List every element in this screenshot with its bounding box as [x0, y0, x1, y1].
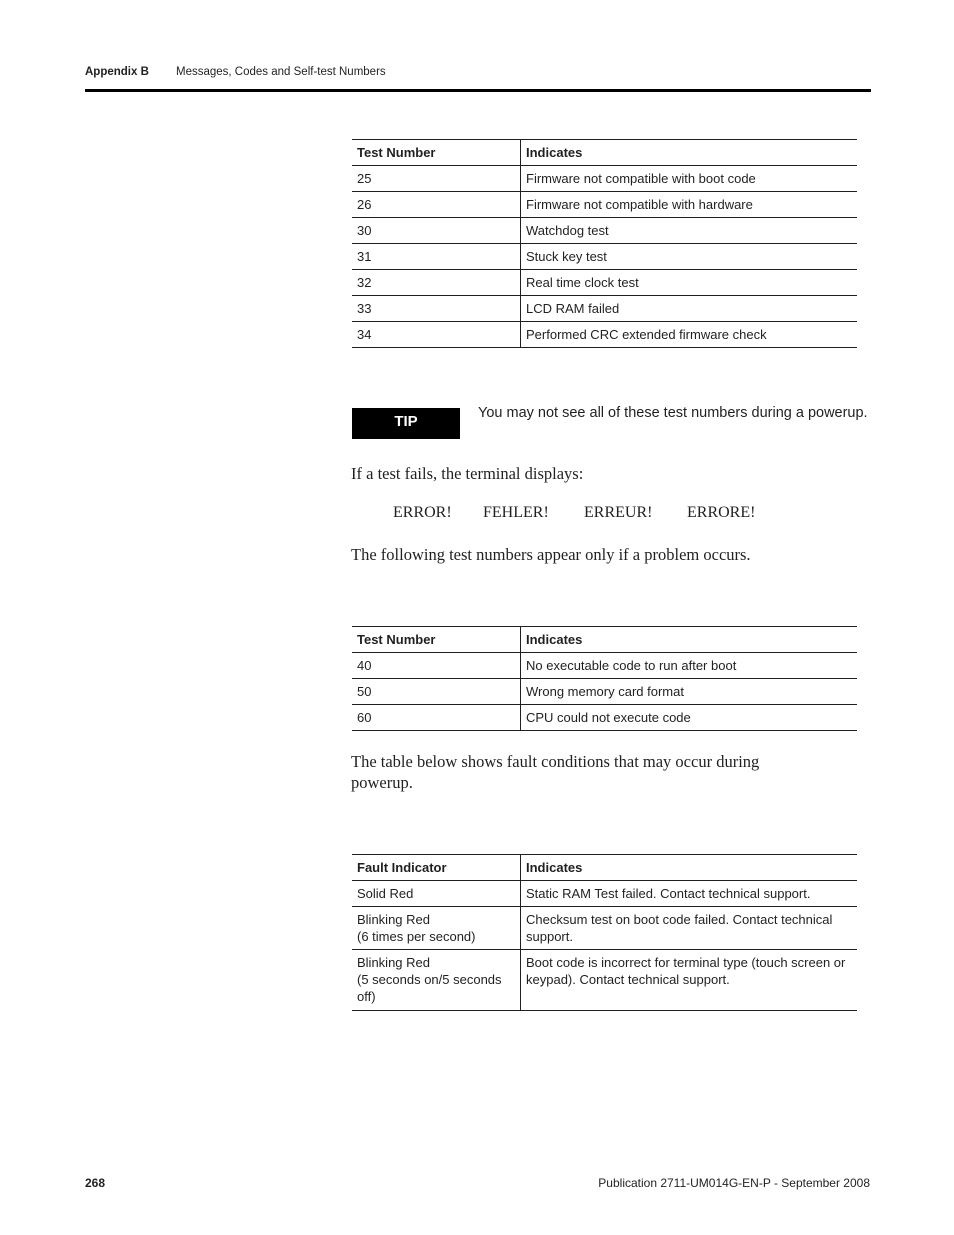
table-row [352, 192, 857, 218]
column-header: Indicates [521, 140, 858, 166]
table-header-row [352, 855, 857, 881]
error-word-german: FEHLER! [483, 504, 549, 521]
fault-indicator-table [352, 854, 857, 1011]
test-number-cell: 40 [352, 653, 521, 679]
table-row [352, 244, 857, 270]
table-header-row [352, 627, 857, 653]
section-title: Messages, Codes and Self-test Numbers [176, 66, 386, 78]
fault-indicator-cell: Solid Red [352, 881, 521, 907]
paragraph-test-fails: If a test fails, the terminal displays: [351, 464, 584, 483]
indicates-cell: LCD RAM failed [521, 296, 858, 322]
column-header: Fault Indicator [352, 855, 521, 881]
publication-info: Publication 2711-UM014G-EN-P - September 2008 [598, 1176, 870, 1190]
indicates-cell: Performed CRC extended firmware check [521, 322, 858, 348]
indicates-cell: Watchdog test [521, 218, 858, 244]
test-number-cell: 60 [352, 705, 521, 731]
indicates-cell: Boot code is incorrect for terminal type (touch screen or keypad). Contact technical support. [521, 950, 858, 1011]
table-row [352, 296, 857, 322]
table-row [352, 166, 857, 192]
table-row [352, 270, 857, 296]
tip-text: You may not see all of these test numbers during a powerup. [478, 405, 868, 421]
indicates-cell: Wrong memory card format [521, 679, 858, 705]
table-row [352, 881, 857, 907]
column-header: Indicates [521, 627, 858, 653]
table-row [352, 322, 857, 348]
test-number-cell: 30 [352, 218, 521, 244]
test-number-cell: 50 [352, 679, 521, 705]
table-row [352, 653, 857, 679]
test-number-cell: 34 [352, 322, 521, 348]
indicates-cell: No executable code to run after boot [521, 653, 858, 679]
indicates-cell: Checksum test on boot code failed. Contact technical support. [521, 907, 858, 950]
paragraph-problem-tests: The following test numbers appear only if a problem occurs. [351, 545, 751, 564]
indicates-cell: Firmware not compatible with hardware [521, 192, 858, 218]
paragraph-fault-conditions: The table below shows fault conditions that may occur during powerup. [351, 752, 760, 792]
tip-label: TIP [352, 409, 460, 439]
indicates-cell: Real time clock test [521, 270, 858, 296]
table-header-row [352, 140, 857, 166]
indicates-cell: CPU could not execute code [521, 705, 858, 731]
table-row [352, 218, 857, 244]
column-header: Indicates [521, 855, 858, 881]
test-numbers-table [352, 139, 857, 348]
test-number-cell: 32 [352, 270, 521, 296]
test-number-cell: 33 [352, 296, 521, 322]
test-number-cell: 26 [352, 192, 521, 218]
test-number-cell: 31 [352, 244, 521, 270]
appendix-label: Appendix B [85, 66, 149, 78]
page-number: 268 [85, 1176, 106, 1190]
error-word-english: ERROR! [393, 504, 452, 521]
header-rule [85, 89, 871, 92]
test-number-cell: 25 [352, 166, 521, 192]
error-word-french: ERREUR! [584, 504, 653, 521]
indicates-cell: Static RAM Test failed. Contact technical support. [521, 881, 858, 907]
column-header: Test Number [352, 627, 521, 653]
table-row [352, 907, 857, 950]
column-header: Test Number [352, 140, 521, 166]
fault-indicator-cell: Blinking Red (5 seconds on/5 seconds off) [352, 950, 521, 1011]
fault-indicator-cell: Blinking Red (6 times per second) [352, 907, 521, 950]
table-row [352, 950, 857, 1011]
indicates-cell: Firmware not compatible with boot code [521, 166, 858, 192]
error-word-italian: ERRORE! [687, 504, 756, 521]
problem-test-numbers-table [352, 626, 857, 731]
table-row [352, 679, 857, 705]
indicates-cell: Stuck key test [521, 244, 858, 270]
table-row [352, 705, 857, 731]
